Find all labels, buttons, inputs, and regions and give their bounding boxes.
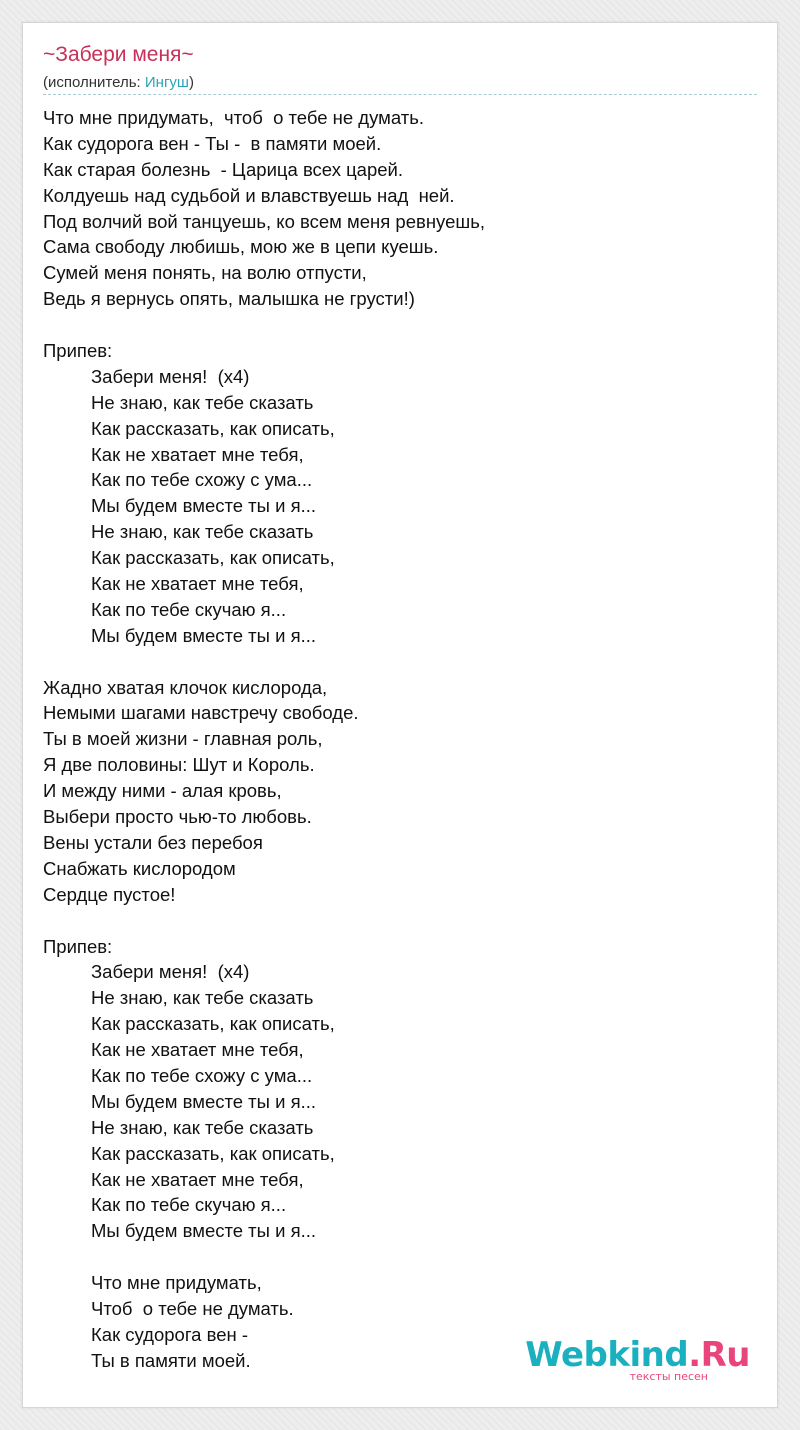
lyric-line: Чтоб о тебе не думать. [91, 1297, 294, 1319]
lyric-line: Что мне придумать, чтоб о тебе не думать. [43, 107, 424, 128]
lyric-blank-line [43, 649, 759, 675]
lyric-line: Как не хватает мне тебя, [91, 1039, 304, 1061]
lyric-line: Немыми шагами навстречу свободе. [43, 702, 359, 724]
song-title: ~Забери меня~ [43, 43, 194, 66]
lyric-line: Мы будем вместе ты и я... [91, 624, 317, 646]
logo-name: Webkind [525, 1335, 689, 1375]
lyric-line: Что мне придумать, [91, 1272, 262, 1294]
lyric-line: Сумей меня понять, на волю отпусти, [43, 262, 367, 284]
lyric-line: Как не хватает мне тебя, [91, 573, 304, 595]
lyric-line: Как по тебе скучаю я... [91, 1194, 287, 1216]
site-logo[interactable] [525, 1337, 750, 1383]
lyric-blank-line [43, 312, 759, 338]
artist-suffix: ) [188, 74, 194, 91]
lyric-line: И между ними - алая кровь, [43, 780, 282, 802]
lyric-line: Забери меня! (x4) [91, 365, 250, 387]
lyric-line: Ты в моей жизни - главная роль, [43, 728, 323, 750]
lyric-line: Под волчий вой танцуешь, ко всем меня ревнуешь, [43, 210, 485, 232]
lyric-line: Забери меня! (x4) [91, 961, 250, 983]
lyric-line: Как по тебе схожу с ума... [91, 1064, 313, 1086]
lyric-line: Не знаю, как тебе сказать [91, 521, 314, 543]
lyric-line: Как по тебе скучаю я... [91, 598, 287, 620]
lyric-line: Как судорога вен - [91, 1323, 249, 1345]
artist-prefix: (исполнитель: [43, 74, 145, 91]
lyric-line: Как не хватает мне тебя, [91, 443, 304, 465]
lyric-line: Как рассказать, как описать, [91, 1142, 335, 1164]
lyric-line: Выбери просто чью-то любовь. [43, 806, 312, 828]
lyric-line: Мы будем вместе ты и я... [91, 1220, 317, 1242]
lyrics-card [22, 22, 778, 1408]
logo-tagline: тексты песен [629, 1370, 708, 1383]
logo-wordmark [525, 1337, 750, 1373]
lyric-line: Сердце пустое! [43, 883, 176, 905]
lyric-line: Мы будем вместе ты и я... [91, 1090, 317, 1112]
logo-tld: .Ru [688, 1335, 750, 1375]
lyric-line: Мы будем вместе ты и я... [91, 495, 317, 517]
lyric-line: Ведь я вернусь опять, малышка не грусти!) [43, 288, 415, 310]
lyric-line: Колдуешь над судьбой и влавствуешь над ней. [43, 184, 455, 206]
lyrics-body [43, 105, 759, 1374]
lyric-line: Как рассказать, как описать, [91, 417, 335, 439]
lyric-blank-line [43, 908, 759, 934]
lyric-line: Вены устали без перебоя [43, 831, 263, 853]
lyric-line: Как не хватает мне тебя, [91, 1168, 304, 1190]
lyric-blank-line [43, 1244, 759, 1270]
lyric-line: Не знаю, как тебе сказать [91, 391, 314, 413]
lyric-line: Не знаю, как тебе сказать [91, 1116, 314, 1138]
lyric-line: Припев: [43, 935, 113, 957]
lyric-line: Как рассказать, как описать, [91, 547, 335, 569]
title-divider [43, 94, 757, 95]
lyric-line: Не знаю, как тебе сказать [91, 987, 314, 1009]
lyric-line: Ты в памяти моей. [91, 1349, 251, 1371]
lyric-line: Припев: [43, 340, 113, 362]
artist-link[interactable]: Ингуш [144, 74, 189, 91]
lyric-line: Как судорога вен - Ты - в памяти моей. [43, 132, 382, 154]
lyric-line: Жадно хватая клочок кислорода, [43, 676, 328, 698]
lyric-line: Снабжать кислородом [43, 857, 236, 879]
lyric-line: Как по тебе схожу с ума... [91, 469, 313, 491]
artist-line [43, 74, 194, 91]
lyric-line: Как рассказать, как описать, [91, 1013, 335, 1035]
lyric-line: Как старая болезнь - Царица всех царей. [43, 158, 404, 180]
lyric-line: Сама свободу любишь, мою же в цепи куешь. [43, 236, 439, 258]
lyric-line: Я две половины: Шут и Король. [43, 754, 315, 776]
